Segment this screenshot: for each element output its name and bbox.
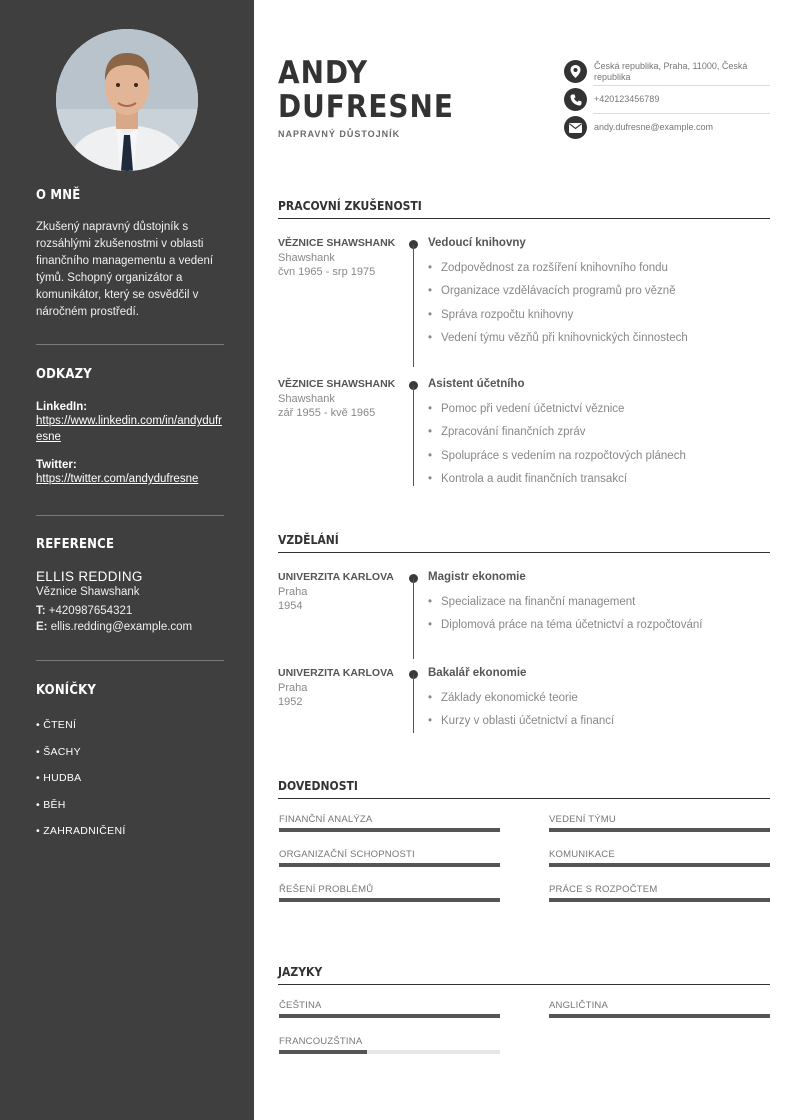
linkedin-label: LinkedIn: <box>36 401 88 413</box>
first-name: ANDY <box>278 55 369 91</box>
about-section <box>36 188 224 321</box>
language-name: FRANCOUZŠTINA <box>279 1036 363 1047</box>
full-name <box>278 56 454 124</box>
job-title: NAPRAVNÝ DŮSTOJNÍK <box>278 129 401 139</box>
sidebar-divider <box>36 515 224 516</box>
entry-dates: 1954 <box>278 599 303 612</box>
hobby-item: • ČTENÍ <box>36 719 77 731</box>
reference-email-label: E: <box>36 621 48 633</box>
reference-phone-row <box>36 603 224 619</box>
list-item: • Kurzy v oblasti účetnictví a financí <box>428 714 614 737</box>
sidebar-divider <box>36 344 224 345</box>
skills-title: DOVEDNOSTI <box>278 779 770 799</box>
experience-entry <box>278 237 770 367</box>
contact-address-row <box>564 60 770 83</box>
contact-phone-row <box>564 88 770 111</box>
entry-bullets <box>428 595 702 642</box>
entry-location: Praha <box>278 681 308 694</box>
hobby-item: • ŠACHY <box>36 745 81 758</box>
entry-role: Vedoucí knihovny <box>428 237 526 249</box>
education-entry <box>278 571 770 661</box>
entry-dates: čvn 1965 - srp 1975 <box>278 265 376 278</box>
reference-phone-label: T: <box>36 605 46 617</box>
list-item: • Zodpovědnost za rozšíření knihovního fondu <box>428 261 688 284</box>
entry-org-name: VĚZNICE SHAWSHANK <box>278 378 396 390</box>
about-title: O MNĚ <box>36 188 81 203</box>
skill-bar <box>279 898 500 902</box>
envelope-icon <box>564 116 587 139</box>
hobbies-section <box>36 683 224 845</box>
entry-location: Shawshank <box>278 392 335 405</box>
skill-item <box>549 814 770 832</box>
list-item: • Vedení týmu vězňů při knihovnických činnostech <box>428 331 688 354</box>
reference-email: ellis.redding@example.com <box>50 621 193 633</box>
skill-name: KOMUNIKACE <box>549 849 615 860</box>
hobby-item: • HUDBA <box>36 772 82 784</box>
linkedin-link[interactable]: https://www.linkedin.com/in/andydufresne <box>36 415 223 443</box>
reference-section <box>36 537 224 635</box>
contact-email: andy.dufresne@example.com <box>594 122 714 132</box>
skill-bar <box>549 863 770 867</box>
skill-name: VEDENÍ TÝMU <box>549 814 616 825</box>
list-item: • Diplomová práce na téma účetnictví a rozpočtování <box>428 618 702 641</box>
skill-name: ORGANIZAČNÍ SCHOPNOSTI <box>279 849 415 860</box>
entry-org-name: UNIVERZITA KARLOVA <box>278 571 394 583</box>
language-name: ANGLIČTINA <box>549 1000 609 1011</box>
entry-role: Magistr ekonomie <box>428 571 526 583</box>
skill-bar <box>549 898 770 902</box>
list-item: • Kontrola a audit finančních transakcí <box>428 472 686 495</box>
entry-location: Praha <box>278 585 308 598</box>
language-bar-fill <box>549 1014 770 1018</box>
language-bar-fill <box>279 1050 367 1054</box>
entry-organization <box>278 237 398 279</box>
education-title: VZDĚLÁNÍ <box>278 533 770 553</box>
skill-bar-fill <box>279 898 500 902</box>
entry-org-name: UNIVERZITA KARLOVA <box>278 667 394 679</box>
timeline-line <box>413 579 414 659</box>
timeline-line <box>413 245 414 367</box>
list-item: • Pomoc při vedení účetnictví věznice <box>428 402 686 425</box>
reference-name: ELLIS REDDING <box>36 569 143 584</box>
phone-icon <box>564 88 587 111</box>
language-name: ČEŠTINA <box>279 1000 322 1011</box>
skill-name: FINANČNÍ ANALÝZA <box>279 814 373 825</box>
language-bar <box>279 1050 500 1054</box>
timeline-line <box>413 675 414 733</box>
skill-item <box>279 814 500 832</box>
skill-bar-fill <box>549 863 770 867</box>
contact-phone: +420123456789 <box>594 94 660 104</box>
timeline-line <box>413 386 414 486</box>
profile-photo <box>56 29 198 171</box>
hobbies-title: KONÍČKY <box>36 683 97 698</box>
entry-org-name: VĚZNICE SHAWSHANK <box>278 237 396 249</box>
entry-dates: 1952 <box>278 695 303 708</box>
languages-title: JAZYKY <box>278 965 770 985</box>
language-item <box>279 1000 500 1018</box>
reference-email-row <box>36 619 224 635</box>
skill-bar <box>279 863 500 867</box>
list-item: • Organizace vzdělávacích programů pro vězně <box>428 284 688 307</box>
skill-bar <box>549 828 770 832</box>
skill-name: PRÁCE S ROZPOČTEM <box>549 884 658 895</box>
location-pin-icon <box>564 60 587 83</box>
skill-item <box>549 849 770 867</box>
entry-bullets <box>428 402 686 495</box>
experience-entry <box>278 378 770 488</box>
entry-organization <box>278 571 398 613</box>
entry-bullets <box>428 691 614 738</box>
last-name: DUFRESNE <box>278 89 454 125</box>
entry-bullets <box>428 261 688 354</box>
reference-company: Věznice Shawshank <box>36 586 140 598</box>
list-item: • Specializace na finanční management <box>428 595 702 618</box>
skill-bar-fill <box>279 863 500 867</box>
contact-divider <box>593 113 770 114</box>
language-bar <box>279 1014 500 1018</box>
skill-name: ŘEŠENÍ PROBLÉMŮ <box>279 884 374 895</box>
sidebar-divider <box>36 660 224 661</box>
entry-location: Shawshank <box>278 251 335 264</box>
language-item <box>279 1036 500 1054</box>
list-item: • Zpracování finančních zpráv <box>428 425 686 448</box>
skill-item <box>279 849 500 867</box>
experience-title: PRACOVNÍ ZKUŠENOSTI <box>278 199 770 219</box>
person-portrait-icon <box>56 29 198 171</box>
language-bar <box>549 1014 770 1018</box>
skill-bar-fill <box>549 828 770 832</box>
hobby-item: • ZAHRADNIČENÍ <box>36 825 126 837</box>
language-bar-fill <box>279 1014 500 1018</box>
entry-dates: zář 1955 - kvě 1965 <box>278 406 376 419</box>
list-item: • Základy ekonomické teorie <box>428 691 614 714</box>
entry-organization <box>278 667 398 709</box>
links-section <box>36 367 224 487</box>
skill-item <box>279 884 500 902</box>
hobby-item: • BĚH <box>36 798 66 811</box>
language-item <box>549 1000 770 1018</box>
links-title: ODKAZY <box>36 367 92 382</box>
entry-role: Bakalář ekonomie <box>428 667 527 679</box>
about-text: Zkušený napravný důstojník s rozsáhlými zkušenostmi v oblasti finančního managementu a vedení týmů. Schopný organizátor a komunikátor, který se osvědčil v náročném prostředí. <box>36 221 214 318</box>
education-entry <box>278 667 770 733</box>
reference-phone: +420987654321 <box>48 605 133 617</box>
entry-organization <box>278 378 398 420</box>
contact-email-row <box>564 116 770 139</box>
skill-bar-fill <box>279 828 500 832</box>
twitter-link[interactable]: https://twitter.com/andydufresne <box>36 473 199 485</box>
skill-bar-fill <box>549 898 770 902</box>
contact-address: Česká republika, Praha, 11000, Česká republika <box>594 60 748 82</box>
twitter-label: Twitter: <box>36 459 77 471</box>
entry-role: Asistent účetního <box>428 378 525 390</box>
skill-item <box>549 884 770 902</box>
skill-bar <box>279 828 500 832</box>
list-item: • Správa rozpočtu knihovny <box>428 308 688 331</box>
reference-title: REFERENCE <box>36 537 115 552</box>
list-item: • Spolupráce s vedením na rozpočtových plánech <box>428 449 686 472</box>
contact-divider <box>593 85 770 86</box>
